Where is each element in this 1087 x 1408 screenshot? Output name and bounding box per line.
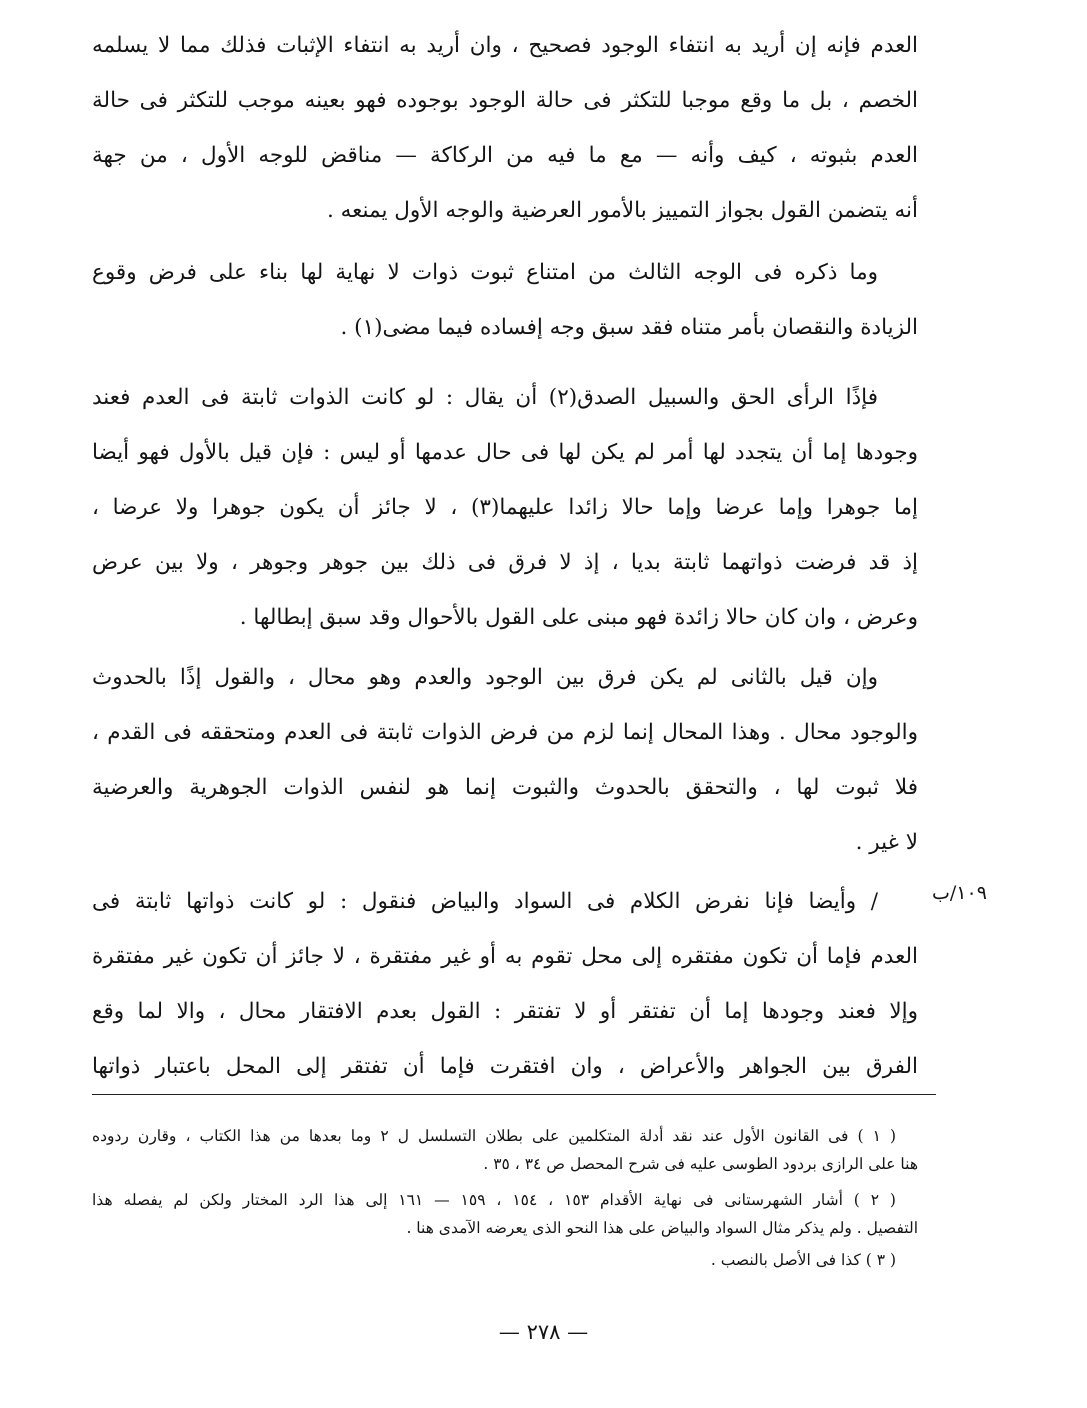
text-line: وإن قيل بالثانى لم يكن فرق بين الوجود والعدم وهو محال ، والقول إذًا بالحدوث [92,665,878,690]
text-line: أنه يتضمن القول بجواز التمييز بالأمور العرضية والوجه الأول يمنعه . [326,198,918,223]
text-line: لا غير . [855,830,918,855]
footnote-line: ( ١ ) فى القانون الأول عند نقد أدلة المتكلمين على بطلان التسلسل ل ٢ وما بعدها من هذا الكتاب ، وقارن ردوده [92,1127,896,1145]
paragraph-1 [92,18,918,238]
footnote-line: التفصيل . ولم يذكر مثال السواد والبياض على هذا النحو الذى يعرضه الآمدى هنا . [406,1219,918,1237]
text-line: فلا ثبوت لها ، والتحقق بالحدوث والثبوت إنما هو لنفس الذوات الجوهرية والعرضية [92,775,918,800]
text-line: وعرض ، وان كان حالا زائدة فهو مبنى على القول بالأحوال وقد سبق إبطالها . [239,605,918,630]
text-line: الزيادة والنقصان بأمر متناه فقد سبق وجه إفساده فيما مضى(١) . [340,315,918,340]
footnote-line: هنا على الرازى بردود الطوسى عليه فى شرح المحصل ص ٣٤ ، ٣٥ . [483,1155,918,1173]
footnote-line: ( ٣ ) كذا فى الأصل بالنصب . [710,1251,896,1269]
text-line: الفرق بين الجواهر والأعراض ، وان افتقرت فإما أن تفتقر إلى المحل باعتبار ذواتها [92,1054,918,1079]
footnote-1 [92,1122,918,1178]
footnote-3 [92,1246,918,1274]
paragraph-2 [92,245,918,355]
text-line: إذ قد فرضت ذواتهما ثابتة بديا ، إذ لا فرق فى ذلك بين جوهر وجوهر ، ولا بين عرض [92,550,918,575]
footnote-2 [92,1186,918,1242]
text-line: فإذًا الرأى الحق والسبيل الصدق(٢) أن يقال : لو كانت الذوات ثابتة فى العدم فعند [92,385,878,410]
text-line: إما جوهرا وإما عرضا وإما حالا زائدا عليهما(٣) ، لا جائز أن يكون جوهرا ولا عرضا ، [92,495,918,520]
paragraph-3 [92,370,918,645]
text-line: العدم فإنه إن أريد به انتفاء الوجود فصحيح ، وان أريد به انتفاء الإثبات فذلك مما لا يسلمه [92,33,918,58]
text-line: وما ذكره فى الوجه الثالث من امتناع ثبوت ذوات لا نهاية لها بناء على فرض وقوع [92,260,878,285]
text-line: الخصم ، بل ما وقع موجبا للتكثر فى حالة الوجود بوجوده فهو بعينه موجب للتكثر فى حالة [92,88,918,113]
footnote-line: ( ٢ ) أشار الشهرستانى فى نهاية الأقدام ١٥٣ ، ١٥٤ ، ١٥٩ — ١٦١ إلى هذا الرد المختار ولكن لم يفصله هذا [92,1191,896,1209]
paragraph-5 [92,874,918,1094]
text-line: والوجود محال . وهذا المحال إنما لزم من فرض الذوات ثابتة فى العدم ومتحققه فى القدم ، [92,720,918,745]
text-line: وإلا فعند وجودها إما أن تفتقر أو لا تفتقر : القول بعدم الافتقار محال ، والا لما وقع [92,999,918,1024]
footnote-divider [92,1094,936,1095]
folio-margin-note: ١٠٩/ب [932,882,987,904]
page-number: — ٢٧٨ — [498,1320,589,1344]
text-line: وجودها إما أن يتجدد لها أمر لم يكن لها فى حال عدمها أو ليس : فإن قيل بالأول فهو أيضا [92,440,918,465]
paragraph-4 [92,650,918,870]
text-line: العدم بثبوته ، كيف وأنه — مع ما فيه من الركاكة — مناقض للوجه الأول ، من جهة [92,143,918,168]
text-line: / وأيضا فإنا نفرض الكلام فى السواد والبياض فنقول : لو كانت ذواتها ثابتة فى [92,889,878,914]
text-line: العدم فإما أن تكون مفتقره إلى محل تقوم به أو غير مفتقرة ، لا جائز أن تكون غير مفتقرة [92,944,918,969]
